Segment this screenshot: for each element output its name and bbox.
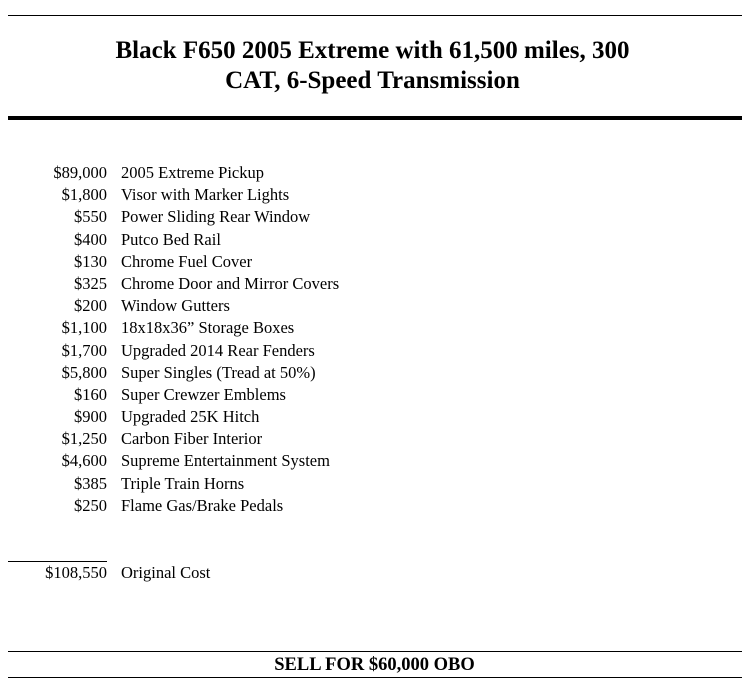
item-description: Upgraded 2014 Rear Fenders bbox=[121, 340, 315, 360]
list-item bbox=[0, 184, 749, 206]
item-description: 2005 Extreme Pickup bbox=[121, 163, 264, 182]
item-description: Carbon Fiber Interior bbox=[121, 429, 263, 449]
total-price: $108,550 bbox=[45, 563, 107, 582]
item-description: Super Singles (Tread at 50%) bbox=[121, 362, 316, 382]
item-price: $4,600 bbox=[61, 451, 107, 471]
item-description: Visor with Marker Lights bbox=[121, 185, 290, 205]
item-description: Putco Bed Rail bbox=[121, 229, 221, 249]
title-divider bbox=[8, 116, 742, 120]
list-item bbox=[0, 273, 749, 295]
list-item bbox=[0, 340, 749, 362]
list-item bbox=[0, 362, 749, 384]
list-item bbox=[0, 295, 749, 317]
item-price: $5,800 bbox=[61, 362, 107, 382]
title-line-1: Black F650 2005 Extreme with 61,500 miles, 300 bbox=[115, 37, 630, 64]
list-item bbox=[0, 450, 749, 472]
item-description: Upgraded 25K Hitch bbox=[121, 407, 260, 427]
item-price: $130 bbox=[74, 251, 107, 271]
item-price: $385 bbox=[74, 473, 107, 493]
item-price: $160 bbox=[74, 384, 107, 404]
item-description: Power Sliding Rear Window bbox=[121, 207, 311, 227]
item-price: $1,800 bbox=[61, 185, 107, 205]
item-price: $250 bbox=[74, 495, 107, 515]
list-item bbox=[0, 495, 749, 517]
list-item bbox=[0, 384, 749, 406]
item-price: $200 bbox=[74, 296, 107, 316]
item-price: $900 bbox=[74, 407, 107, 427]
item-description: Chrome Fuel Cover bbox=[121, 251, 253, 271]
list-item bbox=[0, 317, 749, 339]
item-description: Triple Train Horns bbox=[121, 473, 245, 493]
list-item bbox=[0, 206, 749, 228]
item-description: Super Crewzer Emblems bbox=[121, 384, 286, 404]
total-row bbox=[0, 562, 749, 584]
item-price: $1,700 bbox=[61, 340, 107, 360]
list-item bbox=[0, 428, 749, 450]
footer-rule bbox=[8, 651, 742, 652]
list-item bbox=[0, 473, 749, 495]
item-description: 18x18x36” Storage Boxes bbox=[121, 318, 295, 338]
total-description: Original Cost bbox=[121, 563, 211, 582]
price-list bbox=[0, 162, 749, 517]
item-price: $550 bbox=[74, 207, 107, 227]
item-description: Supreme Entertainment System bbox=[121, 451, 330, 471]
item-price: $1,250 bbox=[61, 429, 107, 449]
item-price: $400 bbox=[74, 229, 107, 249]
list-item bbox=[0, 406, 749, 428]
item-price: $325 bbox=[74, 273, 107, 293]
list-item bbox=[0, 251, 749, 273]
item-description: Window Gutters bbox=[121, 296, 230, 316]
item-description: Chrome Door and Mirror Covers bbox=[121, 273, 340, 293]
list-item bbox=[0, 229, 749, 251]
bottom-rule bbox=[8, 677, 742, 678]
title-line-2: CAT, 6-Speed Transmission bbox=[225, 67, 520, 94]
list-item bbox=[0, 162, 749, 184]
item-price: $89,000 bbox=[53, 163, 107, 182]
item-description: Flame Gas/Brake Pedals bbox=[121, 495, 284, 515]
top-rule bbox=[8, 15, 742, 16]
page-title bbox=[40, 36, 705, 96]
sale-price-footer: SELL FOR $60,000 OBO bbox=[274, 655, 475, 675]
item-price: $1,100 bbox=[61, 318, 107, 338]
